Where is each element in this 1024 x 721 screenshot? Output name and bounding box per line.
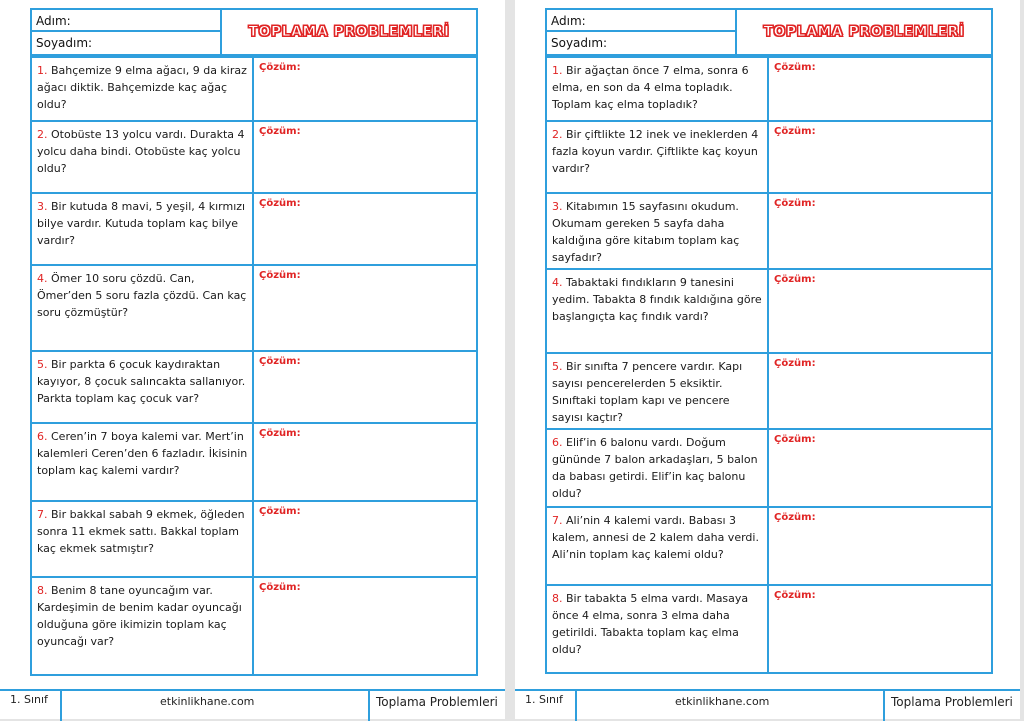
problem-body: Kitabımın 15 sayfasını okudum. Okumam gereken 5 sayfa daha kaldığına göre kitabım toplam kaç sayfadır? xyxy=(552,200,740,264)
problem-number: 5. xyxy=(552,360,563,373)
problem-number: 1. xyxy=(37,64,48,77)
name-field[interactable]: Adım: xyxy=(32,10,220,32)
problem-number: 2. xyxy=(37,128,48,141)
problem-row xyxy=(32,350,476,422)
problem-row xyxy=(547,56,991,120)
footer-divider xyxy=(368,691,370,721)
solution-area[interactable]: Çözüm: xyxy=(774,590,816,601)
problem-row xyxy=(547,192,991,268)
solution-area[interactable]: Çözüm: xyxy=(774,358,816,369)
footer-divider xyxy=(575,691,577,721)
problem-row xyxy=(547,120,991,192)
problem-row xyxy=(32,500,476,576)
solution-area[interactable]: Çözüm: xyxy=(774,126,816,137)
problem-row xyxy=(547,506,991,584)
problem-grid xyxy=(545,56,993,674)
problem-text xyxy=(547,354,769,428)
problem-body: Bir kutuda 8 mavi, 5 yeşil, 4 kırmızı bilye vardır. Kutuda toplam kaç bilye vardır? xyxy=(37,200,246,247)
problem-row xyxy=(547,428,991,506)
problem-text xyxy=(547,508,769,584)
solution-area[interactable]: Çözüm: xyxy=(259,428,301,439)
solution-area[interactable]: Çözüm: xyxy=(774,274,816,285)
problem-number: 1. xyxy=(552,64,563,77)
footer-divider xyxy=(883,691,885,721)
solution-area[interactable]: Çözüm: xyxy=(259,506,301,517)
problem-row xyxy=(32,576,476,674)
problem-text xyxy=(547,586,769,672)
problem-body: Elif’in 6 balonu vardı. Doğum gününde 7 balon arkadaşları, 5 balon da babası getirdi. Elif’in kaç balonu oldu? xyxy=(552,436,758,500)
problem-text xyxy=(32,58,254,120)
problem-row xyxy=(547,268,991,352)
problem-text xyxy=(547,194,769,268)
problem-row xyxy=(32,264,476,350)
problem-body: Benim 8 tane oyuncağım var. Kardeşimin de benim kadar oyuncağı olduğuna göre ikimizin toplam kaç oyuncağı var? xyxy=(37,584,242,648)
problem-text xyxy=(32,352,254,422)
footer-grade: 1. Sınıf xyxy=(525,693,563,706)
footer-divider xyxy=(60,691,62,721)
worksheet-page-left xyxy=(0,0,505,719)
footer-site[interactable]: etkinlikhane.com xyxy=(160,695,255,708)
problem-body: Bir bakkal sabah 9 ekmek, öğleden sonra 11 ekmek sattı. Bakkal toplam kaç ekmek satmıştır? xyxy=(37,508,245,555)
solution-area[interactable]: Çözüm: xyxy=(259,126,301,137)
solution-area[interactable]: Çözüm: xyxy=(259,62,301,73)
problem-row xyxy=(32,192,476,264)
surname-field[interactable]: Soyadım: xyxy=(36,36,93,50)
problem-grid xyxy=(30,56,478,676)
problem-text xyxy=(32,266,254,350)
problem-number: 7. xyxy=(552,514,563,527)
problem-row xyxy=(32,120,476,192)
problem-number: 2. xyxy=(552,128,563,141)
worksheet-title: TOPLAMA PROBLEMLERİ xyxy=(763,24,965,40)
problem-row xyxy=(32,56,476,120)
problem-text xyxy=(32,424,254,500)
problem-row xyxy=(547,584,991,672)
problem-text xyxy=(32,122,254,192)
solution-area[interactable]: Çözüm: xyxy=(774,512,816,523)
problem-number: 3. xyxy=(37,200,48,213)
solution-area[interactable]: Çözüm: xyxy=(774,434,816,445)
problem-number: 6. xyxy=(552,436,563,449)
page-footer xyxy=(515,689,1020,719)
problem-number: 4. xyxy=(37,272,48,285)
problem-number: 7. xyxy=(37,508,48,521)
footer-site[interactable]: etkinlikhane.com xyxy=(675,695,770,708)
solution-area[interactable]: Çözüm: xyxy=(259,356,301,367)
worksheet-header xyxy=(30,8,478,56)
problem-body: Otobüste 13 yolcu vardı. Durakta 4 yolcu daha bindi. Otobüste kaç yolcu oldu? xyxy=(37,128,245,175)
problem-body: Bir ağaçtan önce 7 elma, sonra 6 elma, en son da 4 elma topladık. Toplam kaç elma topladık? xyxy=(552,64,749,111)
problem-row xyxy=(32,422,476,500)
problem-number: 6. xyxy=(37,430,48,443)
footer-topic: Toplama Problemleri xyxy=(376,695,498,709)
problem-text xyxy=(32,502,254,576)
solution-area[interactable]: Çözüm: xyxy=(774,62,816,73)
problem-body: Bir parkta 6 çocuk kaydıraktan kayıyor, 8 çocuk salıncakta sallanıyor. Parkta toplam kaç çocuk var? xyxy=(37,358,246,405)
page-footer xyxy=(0,689,505,719)
worksheet-page-right xyxy=(515,0,1020,719)
worksheet-title: TOPLAMA PROBLEMLERİ xyxy=(248,24,450,40)
surname-field[interactable]: Soyadım: xyxy=(551,36,608,50)
problem-text xyxy=(547,122,769,192)
problem-number: 4. xyxy=(552,276,563,289)
problem-number: 8. xyxy=(552,592,563,605)
problem-text xyxy=(547,430,769,506)
solution-area[interactable]: Çözüm: xyxy=(259,198,301,209)
problem-body: Tabaktaki fındıkların 9 tanesini yedim. Tabakta 8 fındık kaldığına göre başlangıçta kaç fındık vardı? xyxy=(552,276,762,323)
problem-body: Bahçemize 9 elma ağacı, 9 da kiraz ağacı diktik. Bahçemizde kaç ağaç oldu? xyxy=(37,64,247,111)
problem-body: Bir sınıfta 7 pencere vardır. Kapı sayısı pencerelerden 5 eksiktir. Sınıftaki toplam kapı ve pencere sayısı kaçtır? xyxy=(552,360,743,424)
name-field[interactable]: Adım: xyxy=(547,10,735,32)
problem-text xyxy=(547,58,769,120)
footer-grade: 1. Sınıf xyxy=(10,693,48,706)
worksheet-header xyxy=(545,8,993,56)
student-info-box xyxy=(32,10,222,54)
solution-area[interactable]: Çözüm: xyxy=(259,270,301,281)
problem-body: Ceren’in 7 boya kalemi var. Mert’in kalemleri Ceren’den 6 fazladır. İkisinin toplam kaç kalemi vardır? xyxy=(37,430,248,477)
problem-number: 3. xyxy=(552,200,563,213)
footer-topic: Toplama Problemleri xyxy=(891,695,1013,709)
problem-body: Bir çiftlikte 12 inek ve ineklerden 4 fazla koyun vardır. Çiftlikte kaç koyun vardır? xyxy=(552,128,759,175)
problem-text xyxy=(547,270,769,352)
solution-area[interactable]: Çözüm: xyxy=(259,582,301,593)
problem-row xyxy=(547,352,991,428)
problem-text xyxy=(32,578,254,674)
student-info-box xyxy=(547,10,737,54)
problem-text xyxy=(32,194,254,264)
problem-body: Ömer 10 soru çözdü. Can, Ömer’den 5 soru fazla çözdü. Can kaç soru çözmüştür? xyxy=(37,272,247,319)
problem-number: 5. xyxy=(37,358,48,371)
solution-area[interactable]: Çözüm: xyxy=(774,198,816,209)
problem-number: 8. xyxy=(37,584,48,597)
problem-body: Ali’nin 4 kalemi vardı. Babası 3 kalem, annesi de 2 kalem daha verdi. Ali’nin toplam kaç kalemi oldu? xyxy=(552,514,759,561)
problem-body: Bir tabakta 5 elma vardı. Masaya önce 4 elma, sonra 3 elma daha getirildi. Tabakta toplam kaç elma oldu? xyxy=(552,592,749,656)
